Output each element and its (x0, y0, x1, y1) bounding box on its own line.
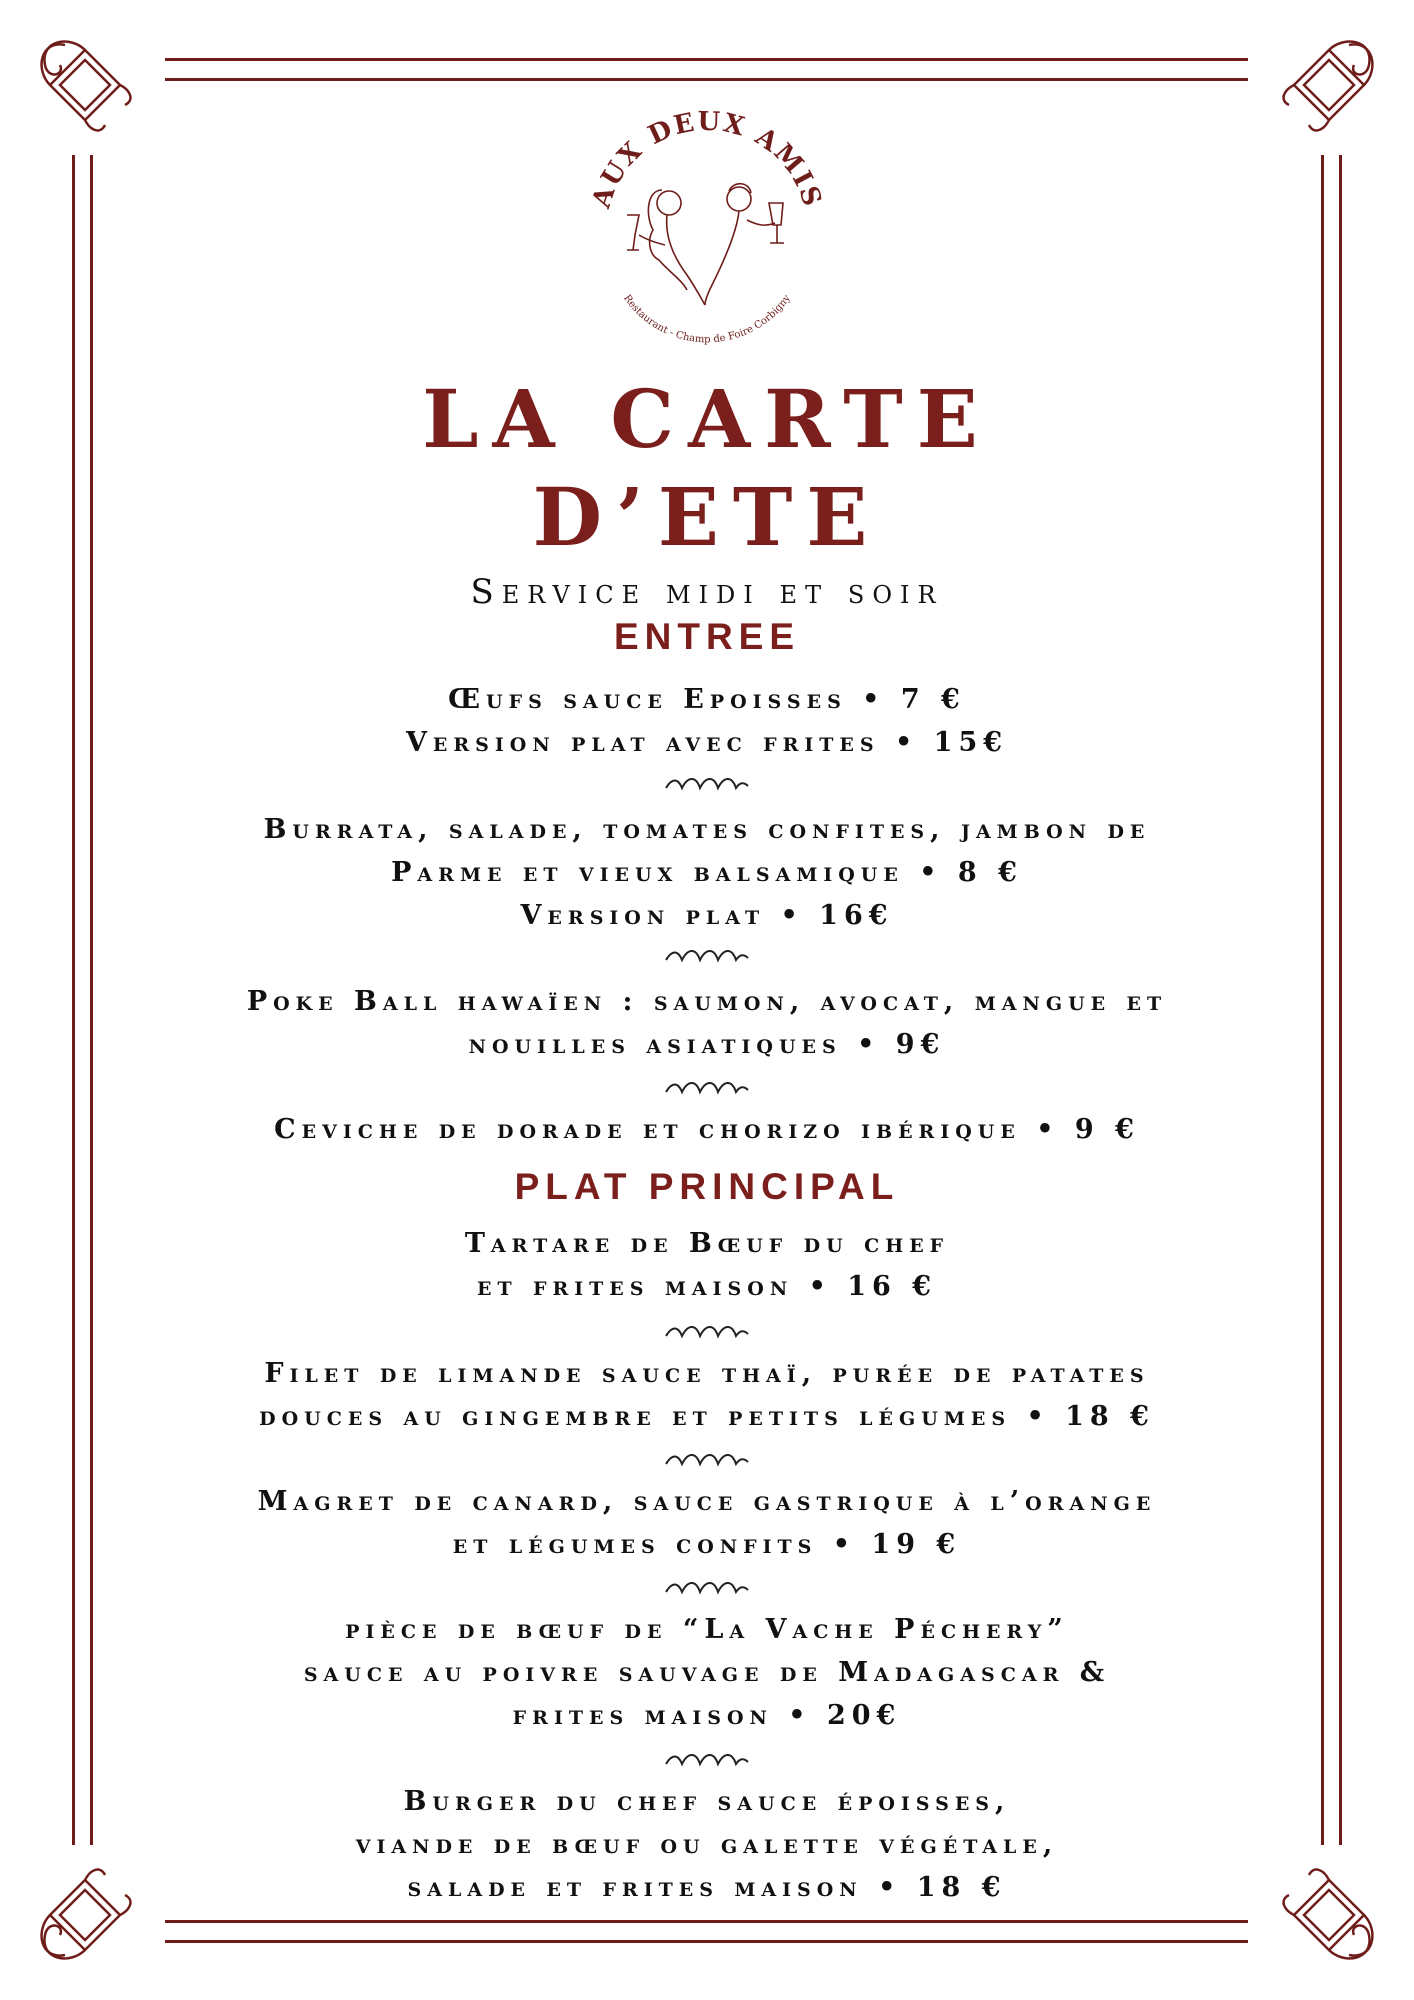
menu-item-line: frites maison • 20€ (512, 1700, 902, 1731)
menu-item-line: viande de bœuf ou galette végétale, (355, 1829, 1059, 1860)
menu-item-line: et légumes confits • 19 € (452, 1529, 962, 1560)
menu-item (120, 1352, 1294, 1438)
menu-item-line: Magret de canard, sauce gastrique à l’orange (257, 1486, 1157, 1517)
menu-item-line: Poke Ball hawaïen : saumon, avocat, mangue et (246, 986, 1168, 1017)
menu-item-line: Œufs sauce Epoisses • 7 € (448, 684, 966, 715)
frame-top-inner (165, 78, 1248, 81)
menu-title-line1: LA CARTE (422, 372, 992, 466)
menu-item-line: Filet de limande sauce thaï, purée de patates (264, 1358, 1150, 1389)
svg-text:AUX DEUX AMIS (587, 107, 827, 213)
menu-item-line: pièce de bœuf de “La Vache Péchery” (345, 1614, 1069, 1645)
ornamental-flourish-icon (30, 30, 140, 140)
wave-flourish-icon (662, 768, 752, 796)
menu-item-line: Version plat avec frites • 15€ (405, 727, 1009, 758)
menu-item (120, 1222, 1294, 1308)
menu-item (120, 1780, 1294, 1909)
menu-item-line: Parme et vieux balsamique • 8 € (391, 857, 1023, 888)
menu-item-line: Ceviche de dorade et chorizo ibérique • 9 € (274, 1114, 1140, 1145)
menu-item-line: et frites maison • 16 € (476, 1271, 938, 1302)
menu-title-line2: D’ETE (532, 470, 882, 564)
menu-item-line: nouilles asiatiques • 9€ (468, 1029, 946, 1060)
menu-item-line: douces au gingembre et petits légumes • 18 € (259, 1401, 1155, 1432)
frame-left-inner (90, 155, 93, 1845)
menu-item-line: Tartare de Bœuf du chef (464, 1228, 950, 1259)
logo-brand-text: AUX DEUX AMIS (587, 106, 827, 212)
section-title-plat-principal: PLAT PRINCIPAL (514, 1166, 900, 1207)
wave-flourish-icon (662, 1316, 752, 1344)
menu-item (120, 1108, 1294, 1151)
menu-item-line: salade et frites maison • 18 € (407, 1872, 1007, 1903)
section-title-entree: ENTREE (613, 616, 801, 657)
service-hours: Service midi et soir (470, 572, 944, 612)
wave-flourish-icon (662, 1444, 752, 1472)
frame-top-outer (165, 58, 1248, 61)
menu-item-line: Burger du chef sauce époisses, (403, 1786, 1011, 1817)
menu-item (120, 808, 1294, 937)
menu-item (120, 980, 1294, 1066)
menu-item (120, 1608, 1294, 1737)
ornamental-flourish-icon (1274, 30, 1384, 140)
frame-right-outer (1339, 155, 1342, 1845)
svg-text:Restaurant - Champ de Foire Co (621, 293, 793, 346)
wave-flourish-icon (662, 940, 752, 968)
menu-item (120, 678, 1294, 764)
restaurant-logo (587, 95, 827, 365)
frame-right-inner (1321, 155, 1324, 1845)
logo-tagline-text: Restaurant - Champ de Foire Corbigny (621, 292, 793, 346)
menu-item-line: Burrata, salade, tomates confites, jambon de (263, 814, 1151, 845)
menu-item (120, 1480, 1294, 1566)
frame-bottom-inner (165, 1920, 1248, 1923)
two-friends-toasting-logo (627, 184, 784, 305)
wave-flourish-icon (662, 1072, 752, 1100)
menu-item-line: sauce au poivre sauvage de Madagascar & (303, 1657, 1111, 1688)
wave-flourish-icon (662, 1572, 752, 1600)
menu-item-line: Version plat • 16€ (520, 900, 894, 931)
frame-bottom-outer (165, 1940, 1248, 1943)
frame-left-outer (72, 155, 75, 1845)
wave-flourish-icon (662, 1744, 752, 1772)
